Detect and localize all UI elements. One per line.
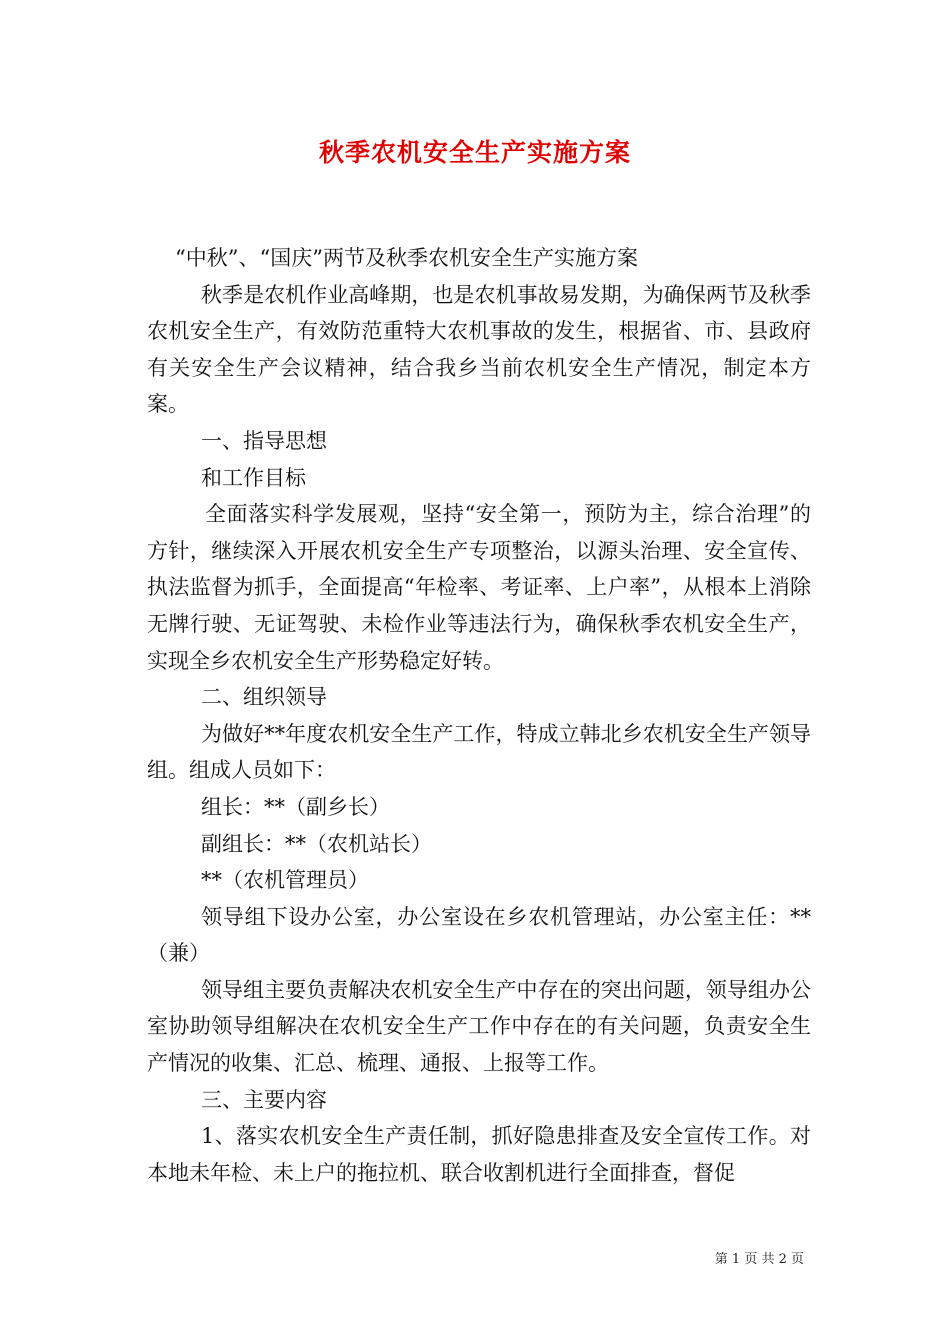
paragraph-guiding-goals: 全面落实科学发展观，坚持“安全第一，预防为主，综合治理”的方针，继续深入开展农机安全生产专项整治，以源头治理、安全宣传、执法监督为抓手，全面提高“年检率、考证率、上户率”，从根本上消除无牌行驶、无证驾驶、未检作业等违法行为，确保秋季农机安全生产，实现全乡农机安全生产形势稳定好转。	[147, 502, 811, 673]
section-heading-1: 一、指导思想	[201, 428, 327, 453]
paragraph-intro: 秋季是农机作业高峰期，也是农机事故易发期，为确保两节及秋季农机安全生产，有效防范重特大农机事故的发生，根据省、市、县政府有关安全生产会议精神，结合我乡当前农机安全生产情况，制定本方案。	[147, 282, 811, 417]
member-deputy-leader: 副组长：**（农机站长）	[201, 831, 432, 856]
paragraph-subtitle: “中秋”、“国庆”两节及秋季农机安全生产实施方案	[175, 246, 638, 270]
member-leader: 组长：**（副乡长）	[201, 794, 390, 819]
document-title: 秋季农机安全生产实施方案	[318, 138, 631, 167]
section-heading-1-cont: 和工作目标	[201, 465, 306, 490]
member-manager: **（农机管理员）	[201, 868, 369, 893]
paragraph-item-1: 1、落实农机安全生产责任制，抓好隐患排查及安全宣传工作。对本地未年检、未上户的拖拉机、联合收割机进行全面排查，督促	[147, 1124, 811, 1185]
paragraph-leadership-intro: 为做好**年度农机安全生产工作，特成立韩北乡农机安全生产领导组。组成人员如下：	[147, 721, 811, 783]
document-body	[147, 240, 811, 1191]
page-number-footer: 第 1 页 共 2 页	[714, 1252, 804, 1267]
section-heading-3: 三、主要内容	[201, 1087, 327, 1112]
paragraph-responsibilities: 领导组主要负责解决农机安全生产中存在的突出问题，领导组办公室协助领导组解决在农机安全生产工作中存在的有关问题，负责安全生产情况的收集、汇总、梳理、通报、上报等工作。	[147, 977, 811, 1076]
paragraph-office: 领导组下设办公室，办公室设在乡农机管理站，办公室主任：**（兼）	[147, 904, 811, 966]
section-heading-2: 二、组织领导	[201, 685, 327, 710]
